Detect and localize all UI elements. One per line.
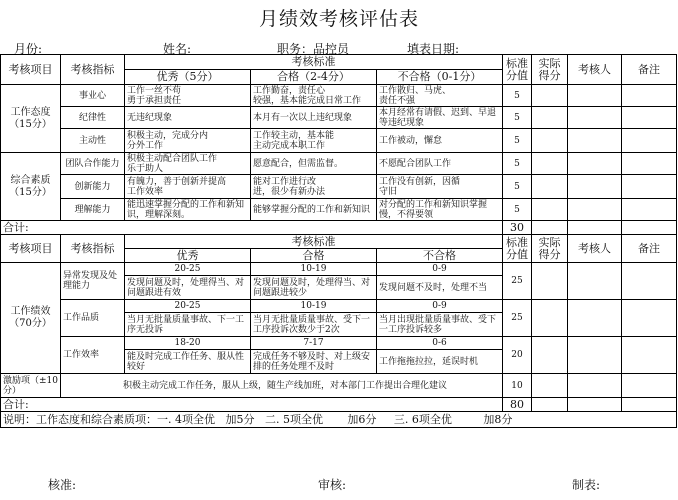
- standard-pass: 能够掌握分配的工作和新知识: [251, 199, 377, 221]
- bonus-label: 激励项（±10分）: [1, 374, 61, 398]
- range-fail: 0-6: [377, 337, 503, 350]
- actual-score-cell[interactable]: [532, 263, 568, 300]
- remark-cell[interactable]: [622, 129, 677, 153]
- actual-score-cell[interactable]: [532, 107, 568, 129]
- total-score: 80: [503, 398, 532, 412]
- header-pass: 合格（2-4分）: [251, 70, 377, 85]
- position-label: 职务：品控员: [277, 42, 350, 56]
- standard-excellent: 工作一丝不苟 勇于承担责任: [125, 85, 251, 107]
- std-score: 20: [503, 337, 532, 374]
- remark-cell[interactable]: [622, 107, 677, 129]
- standard-excellent: 有魄力，善于创新并提高 工作效率: [125, 175, 251, 199]
- std-score: 5: [503, 85, 532, 107]
- remark-cell[interactable]: [622, 374, 677, 398]
- indicator-name: 团队合作能力: [61, 153, 125, 175]
- remark-cell[interactable]: [622, 263, 677, 300]
- standard-fail: 工作被动，懈怠: [377, 129, 503, 153]
- header-assessor: 考核人: [568, 235, 622, 263]
- std-score: 25: [503, 263, 532, 300]
- header-actual-score: 实际得分: [532, 235, 568, 263]
- category-attitude: 工作态度（15分）: [1, 85, 61, 153]
- indicator-name: 创新能力: [61, 175, 125, 199]
- header-actual-score: 实际得分: [532, 55, 568, 85]
- assessor-cell[interactable]: [568, 153, 622, 175]
- standard-pass: 当月无批量质量事故、受下一 工序投诉次数少于2次: [251, 313, 377, 337]
- std-score: 5: [503, 107, 532, 129]
- page-title: 月绩效考核评估表: [258, 8, 419, 30]
- audit-label: 审核:: [318, 478, 347, 492]
- date-label: 填表日期:: [407, 42, 460, 56]
- remark-cell[interactable]: [622, 337, 677, 374]
- header-fail: 不合格: [377, 249, 503, 263]
- actual-score-cell[interactable]: [532, 300, 568, 337]
- total-score: 30: [503, 221, 532, 235]
- name-label: 姓名:: [163, 42, 192, 56]
- indicator-name: 纪律性: [61, 107, 125, 129]
- standard-fail: 对分配的工作和新知识掌握 慢，不得要领: [377, 199, 503, 221]
- assessor-cell[interactable]: [568, 175, 622, 199]
- indicator-name: 主动性: [61, 129, 125, 153]
- standard-pass: 工作勤奋，责任心 较强，基本能完成日常工作: [251, 85, 377, 107]
- assessor-cell[interactable]: [568, 337, 622, 374]
- range-excellent: 18-20: [125, 337, 251, 350]
- range-fail: 0-9: [377, 300, 503, 313]
- header-remark: 备注: [622, 235, 677, 263]
- standard-fail: 不愿配合团队工作: [377, 153, 503, 175]
- total-label: 合计:: [1, 221, 503, 235]
- standard-excellent: 无违纪现象: [125, 107, 251, 129]
- range-excellent: 20-25: [125, 300, 251, 313]
- approval-label: 核准:: [48, 478, 77, 492]
- standard-fail: 本月经常有请假、迟到、早退 等违纪现象: [377, 107, 503, 129]
- header-excellent: 优秀（5分）: [125, 70, 251, 85]
- range-pass: 10-19: [251, 300, 377, 313]
- range-fail: 0-9: [377, 263, 503, 276]
- assessor-cell[interactable]: [568, 129, 622, 153]
- actual-score-cell[interactable]: [532, 129, 568, 153]
- remark-cell[interactable]: [622, 153, 677, 175]
- standard-pass: 能对工作进行改 进，很少有新办法: [251, 175, 377, 199]
- standard-excellent: 能及时完成工作任务、服从性 较好: [125, 350, 251, 374]
- standard-excellent: 积极主动，完成分内 分外工作: [125, 129, 251, 153]
- assessor-cell[interactable]: [568, 107, 622, 129]
- standard-excellent: 积极主动配合团队工作 乐于助人: [125, 153, 251, 175]
- assessor-cell[interactable]: [568, 199, 622, 221]
- actual-score-cell[interactable]: [532, 153, 568, 175]
- header-excellent: 优秀: [125, 249, 251, 263]
- category-performance: 工作绩效（70分）: [1, 263, 61, 374]
- assessor-cell[interactable]: [568, 398, 622, 412]
- std-score: 5: [503, 153, 532, 175]
- header-std-score: 标准分值: [503, 55, 532, 85]
- indicator-name: 工作品质: [61, 300, 125, 337]
- header-standard: 考核标准: [125, 55, 503, 70]
- indicator-name: 理解能力: [61, 199, 125, 221]
- standard-fail: 工作拖拖拉拉，延误时机: [377, 350, 503, 374]
- assessor-cell[interactable]: [568, 374, 622, 398]
- header-assessor: 考核人: [568, 55, 622, 85]
- range-pass: 7-17: [251, 337, 377, 350]
- actual-score-cell[interactable]: [532, 199, 568, 221]
- assessor-cell[interactable]: [568, 263, 622, 300]
- header-indicator: 考核指标: [61, 55, 125, 85]
- remark-cell[interactable]: [622, 300, 677, 337]
- range-pass: 10-19: [251, 263, 377, 276]
- remark-cell[interactable]: [622, 221, 677, 235]
- total-label: 合计:: [1, 398, 503, 412]
- actual-score-cell[interactable]: [532, 85, 568, 107]
- standard-pass: 愿意配合，但需监督。: [251, 153, 377, 175]
- standard-fail: 工作散归、马虎、 责任不强: [377, 85, 503, 107]
- header-fail: 不合格（0-1分）: [377, 70, 503, 85]
- header-remark: 备注: [622, 55, 677, 85]
- category-quality: 综合素质（15分）: [1, 153, 61, 221]
- std-score: 5: [503, 199, 532, 221]
- prepared-by-label: 制表:: [572, 478, 601, 492]
- standard-excellent: 发现问题及时，处理得当、对 问题跟进有效: [125, 276, 251, 300]
- actual-score-cell[interactable]: [532, 374, 568, 398]
- evaluation-table: [0, 54, 677, 428]
- bonus-description: 积极主动完成工作任务，服从上级，随生产线加班，对本部门工作提出合理化建议: [61, 374, 503, 398]
- standard-pass: 完成任务不够及时、对上级安 排的任务处理不及时: [251, 350, 377, 374]
- assessor-cell[interactable]: [568, 85, 622, 107]
- standard-fail: 当月出现批量质量事故、受下 一工序投诉较多: [377, 313, 503, 337]
- std-score: 5: [503, 175, 532, 199]
- standard-pass: 本月有一次以上违纪现象: [251, 107, 377, 129]
- month-label: 月份:: [14, 42, 43, 56]
- indicator-name: 事业心: [61, 85, 125, 107]
- header-std-score: 标准分值: [503, 235, 532, 263]
- indicator-name: 工作效率: [61, 337, 125, 374]
- standard-fail: 发现问题不及时，处理不当: [377, 276, 503, 300]
- std-score: 5: [503, 129, 532, 153]
- standard-pass: 工作较主动，基本能 主动完成本职工作: [251, 129, 377, 153]
- remark-cell[interactable]: [622, 199, 677, 221]
- remark-cell[interactable]: [622, 175, 677, 199]
- standard-pass: 发现问题及时，处理得当、对 问题跟进较少: [251, 276, 377, 300]
- range-excellent: 20-25: [125, 263, 251, 276]
- assessor-cell[interactable]: [568, 221, 622, 235]
- actual-score-cell[interactable]: [532, 337, 568, 374]
- header-indicator: 考核指标: [61, 235, 125, 263]
- actual-total-cell[interactable]: [532, 398, 568, 412]
- actual-score-cell[interactable]: [532, 175, 568, 199]
- actual-total-cell[interactable]: [532, 221, 568, 235]
- standard-fail: 工作没有创新，因循 守旧: [377, 175, 503, 199]
- header-item: 考核项目: [1, 235, 61, 263]
- standard-excellent: 当月无批量质量事故、下一工 序无投诉: [125, 313, 251, 337]
- header-standard: 考核标准: [125, 235, 503, 249]
- remark-cell[interactable]: [622, 398, 677, 412]
- note-text: 说明：工作态度和综合素质项：一. 4项全优 加5分 二. 5项全优 加6分 三. 6项全优 加8分: [1, 412, 677, 428]
- indicator-name: 异常发现及处理能力: [61, 263, 125, 300]
- std-score: 25: [503, 300, 532, 337]
- remark-cell[interactable]: [622, 85, 677, 107]
- header-pass: 合格: [251, 249, 377, 263]
- assessor-cell[interactable]: [568, 300, 622, 337]
- standard-excellent: 能迅速掌握分配的工作和新知 识，理解深刻。: [125, 199, 251, 221]
- header-item: 考核项目: [1, 55, 61, 85]
- bonus-score: 10: [503, 374, 532, 398]
